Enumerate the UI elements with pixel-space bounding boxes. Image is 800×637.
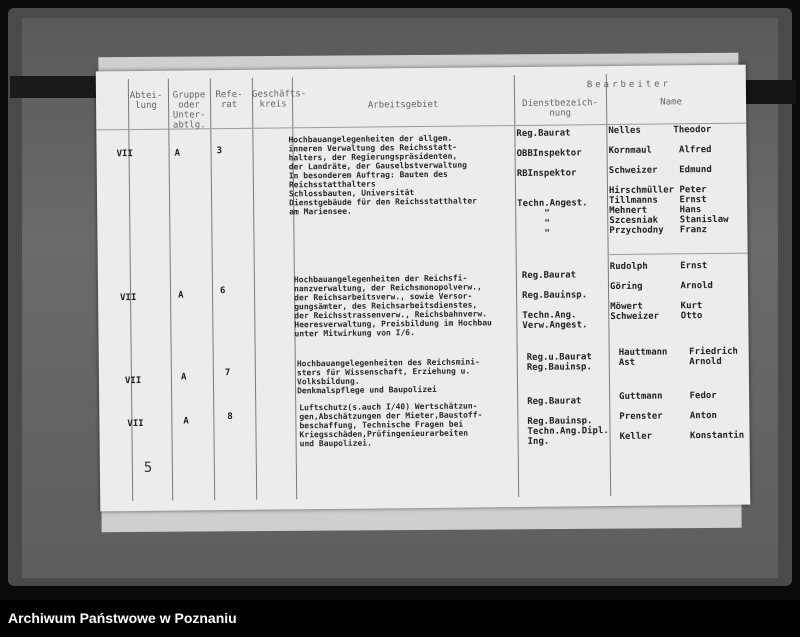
header-geschaeftskreis: Geschäfts- kreis	[251, 89, 307, 110]
header-referat: Refe- rat	[215, 89, 243, 111]
dark-band-left	[10, 76, 100, 98]
row1-referat: 3	[216, 146, 223, 157]
row2-name: Rudolph Ernst Göring Arnold Möwert Kurt Schweizer Otto	[609, 261, 714, 323]
row4-arbeitsgebiet: Luftschutz(s.auch I/40) Wertschätzun- gen,Abschätzungen der Mieter,Baustoff- beschaffung, Technische Fragen bei Kriegsschäden,Prüfingenieurarbeiten und Baupolizei.	[299, 401, 483, 449]
row4-abteilung: VII	[127, 418, 144, 430]
column-divider	[128, 79, 133, 501]
row1-abteilung: VII	[116, 149, 133, 160]
row2-dienst: Reg.Baurat Reg.Bauinsp. Techn.Ang. Verw.Angest.	[521, 270, 588, 331]
row3-gruppe: A	[180, 372, 187, 383]
row3-abteilung: VII	[124, 375, 142, 387]
row3-name: Hauttmann Friedrich Ast Arnold	[618, 346, 738, 368]
row1-dienst: Reg.Baurat OBBInspektor RBInspektor Techn.Angest. " " "	[516, 128, 588, 240]
document-page	[96, 65, 751, 512]
header-name: Name	[660, 97, 682, 108]
column-divider	[168, 79, 173, 501]
row4-gruppe: A	[183, 416, 189, 427]
row-rule	[608, 253, 748, 255]
row2-arbeitsgebiet: Hochbauangelegenheiten der Reichsfi- nanzverwaltung, der Reichsmonopolverw., der Reichsarbeitsverw., sowie Versor- gungsämter, des Reichsarbeitsdienstes, der Reichsstrassenverw., Reichsbahnverw. Heeresverwaltung, Preisbildung im Hochbau unter Mitwirkung von I/6.	[293, 273, 492, 339]
row1-gruppe: A	[174, 148, 181, 159]
row4-dienst: Reg.Baurat Reg.Bauinsp. Techn.Ang.Dipl. Ing.	[527, 396, 609, 447]
archive-name: Archiwum Państwowe w Poznaniu	[8, 610, 237, 626]
row4-referat: 8	[227, 411, 233, 423]
margin-mark: 5	[143, 459, 153, 476]
row1-arbeitsgebiet: Hochbauangelegenheiten der allgem. inneren Verwaltung des Reichsstatt- halters, der Regierungspräsidenten, der Landräte, der Gauselbstverwaltung In besonderem Auftrag: Bauten des Reichsstatthalters Schlossbauten, Universität Dienstgebäude für den Reichsstatthalter am Mariensee.	[288, 133, 477, 217]
header-abteilung: Abtei- lung	[129, 90, 163, 112]
header-bearbeiter: Bearbeiter	[586, 79, 672, 91]
row3-arbeitsgebiet: Hochbauangelegenheiten des Reichsmini- sters für Wissenschaft, Erziehung u. Volksbildung. Denkmalspflege und Baupolizei	[296, 357, 480, 396]
header-arbeitsgebiet: Arbeitsgebiet	[367, 99, 439, 111]
row2-gruppe: A	[178, 290, 184, 301]
footer-bar	[0, 600, 800, 637]
column-divider	[252, 78, 257, 500]
header-dienstbezeichnung: Dienstbezeich- nung	[522, 98, 599, 119]
row2-referat: 6	[219, 286, 226, 297]
column-divider	[210, 78, 215, 500]
row1-name: Nelles Theodor Kornmaul Alfred Schweizer Edmund Hirschmüller Peter Tillmanns Ernst Mehnert Hans Szcesniak Stanislaw Przychodny Franz	[608, 124, 729, 237]
row3-dienst: Reg.u.Baurat Reg.Bauinsp.	[526, 352, 592, 373]
header-gruppe: Gruppe oder Unter- abtlg.	[172, 90, 206, 131]
row4-name: Guttmann Fedor Prenster Anton Keller Konstantin	[619, 390, 745, 442]
row3-referat: 7	[224, 368, 231, 379]
row2-abteilung: VII	[120, 293, 137, 304]
dark-band-right	[746, 80, 796, 104]
